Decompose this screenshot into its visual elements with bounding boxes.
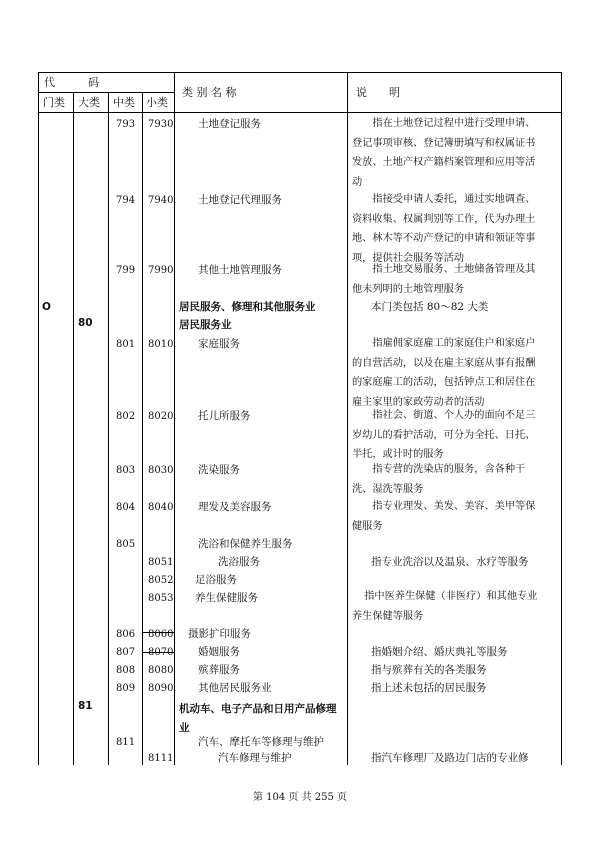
category-description: 本门类包括 80～82 大类 bbox=[371, 301, 489, 313]
zhonglei-code: 808 bbox=[116, 665, 136, 676]
category-name: 土地登记代理服务 bbox=[198, 194, 282, 206]
zhonglei-code: 807 bbox=[116, 647, 136, 658]
xiaolei-code: 8020 bbox=[148, 411, 174, 422]
header-code: 代 码 bbox=[44, 76, 99, 89]
header-xiaolei: 小类 bbox=[146, 96, 168, 109]
xiaolei-code: 8052 bbox=[148, 575, 174, 586]
xiaolei-code: 7990 bbox=[148, 265, 174, 276]
category-description: 指与殡葬有关的各类服务 bbox=[371, 664, 487, 676]
category-name: 土地登记服务 bbox=[198, 118, 261, 130]
dalei-code: 80 bbox=[78, 317, 93, 329]
category-name: 其他居民服务业 bbox=[198, 682, 272, 694]
xiaolei-code: 8040 bbox=[148, 502, 174, 513]
category-description: 指汽车修理厂及路边门店的专业修 bbox=[371, 752, 529, 764]
category-description: 指专业理发、美发、美容、美甲等保健服务 bbox=[352, 501, 536, 532]
xiaolei-code: 8053 bbox=[148, 593, 174, 604]
xiaolei-code: 8070 bbox=[148, 647, 174, 658]
category-description: 指婚姻介绍、婚庆典礼等服务 bbox=[371, 646, 508, 658]
category-name: 洗浴服务 bbox=[218, 556, 260, 568]
category-name: 婚姻服务 bbox=[198, 646, 240, 658]
zhonglei-code: 801 bbox=[116, 339, 136, 350]
zhonglei-code: 806 bbox=[116, 629, 136, 640]
header-name: 类 别 名 称 bbox=[182, 86, 237, 99]
zhonglei-code: 802 bbox=[116, 411, 136, 422]
category-name: 其他土地管理服务 bbox=[198, 264, 282, 276]
category-description: 指中医养生保健（非医疗）和其他专业养生保健等服务 bbox=[352, 591, 538, 622]
zhonglei-code: 811 bbox=[116, 737, 136, 748]
xiaolei-code: 8111 bbox=[148, 753, 174, 764]
header-dalei: 大类 bbox=[78, 96, 100, 109]
category-description: 指上述未包括的居民服务 bbox=[371, 682, 487, 694]
xiaolei-code: 8060 bbox=[148, 629, 174, 640]
dalei-code: 81 bbox=[78, 700, 93, 712]
category-description: 指土地交易服务、土地储备管理及其他未列明的土地管理服务 bbox=[352, 264, 536, 295]
page-footer: 第 104 页 共 255 页 bbox=[252, 792, 348, 803]
category-name: 机动车、电子产品和日用产品修理业 bbox=[179, 703, 337, 734]
category-name: 居民服务业 bbox=[179, 319, 232, 331]
category-name: 居民服务、修理和其他服务业 bbox=[179, 301, 316, 313]
zhonglei-code: 803 bbox=[116, 465, 136, 476]
zhonglei-code: 805 bbox=[116, 539, 136, 550]
zhonglei-code: 809 bbox=[116, 683, 136, 694]
zhonglei-code: 794 bbox=[116, 195, 136, 206]
category-name: 洗浴和保健养生服务 bbox=[198, 538, 293, 550]
category-description: 指专营的洗染店的服务，含各种干洗、湿洗等服务 bbox=[352, 464, 526, 495]
zhonglei-code: 804 bbox=[116, 502, 136, 513]
category-name: 摄影扩印服务 bbox=[188, 628, 251, 640]
xiaolei-code: 7940 bbox=[148, 195, 174, 206]
category-description: 指雇佣家庭雇工的家庭住户和家庭户的自营活动，以及在雇主家庭从事有报酬的家庭雇工的活动，包括钟点工和居住在雇主家里的家政劳动者的活动 bbox=[352, 338, 536, 408]
category-description: 指在土地登记过程中进行受理申请、登记事项审核、登记簿册填写和权属证书发放、土地产权产籍档案管理和应用等活动 bbox=[352, 118, 536, 188]
category-name: 殡葬服务 bbox=[198, 664, 240, 676]
category-description: 指社会、街道、个人办的面向不足三岁幼儿的看护活动，可分为全托、日托、半托，或计时的服务 bbox=[352, 410, 536, 460]
header-menlei: 门类 bbox=[43, 96, 65, 109]
xiaolei-code: 8051 bbox=[148, 557, 174, 568]
category-description: 指专业洗浴以及温泉、水疗等服务 bbox=[371, 556, 529, 568]
category-name: 家庭服务 bbox=[198, 338, 240, 350]
header-desc: 说 明 bbox=[356, 86, 400, 99]
menlei-code: O bbox=[42, 301, 51, 313]
category-name: 汽车、摩托车等修理与维护 bbox=[198, 736, 324, 748]
category-name: 洗染服务 bbox=[198, 464, 240, 476]
xiaolei-code: 8030 bbox=[148, 465, 174, 476]
classification-table bbox=[38, 72, 562, 765]
category-name: 托儿所服务 bbox=[198, 410, 251, 422]
zhonglei-code: 793 bbox=[116, 119, 136, 130]
xiaolei-code: 8080 bbox=[148, 665, 174, 676]
xiaolei-code: 8010 bbox=[148, 339, 174, 350]
category-name: 养生保健服务 bbox=[195, 592, 258, 604]
xiaolei-code: 8090 bbox=[148, 683, 174, 694]
category-name: 理发及美容服务 bbox=[198, 501, 272, 513]
header-zhonglei: 中类 bbox=[113, 96, 135, 109]
zhonglei-code: 799 bbox=[116, 265, 136, 276]
category-name: 足浴服务 bbox=[195, 574, 237, 586]
xiaolei-code: 7930 bbox=[148, 119, 174, 130]
category-description: 指接受申请人委托，通过实地调查、资料收集、权属判别等工作，代为办理土地、林木等不动产登记的申请和领证等事项，提供社会服务等活动 bbox=[352, 194, 536, 264]
category-name: 汽车修理与维护 bbox=[218, 752, 292, 764]
